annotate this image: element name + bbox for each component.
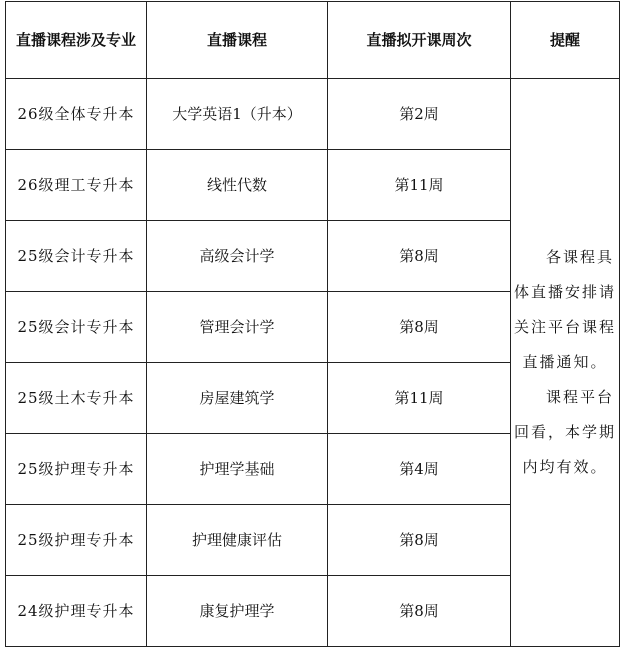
- course-cell: 康复护理学: [147, 576, 328, 647]
- week-cell: 第8周: [328, 576, 511, 647]
- header-major: 直播课程涉及专业: [6, 2, 147, 79]
- course-cell: 护理学基础: [147, 434, 328, 505]
- major-cell: 24级护理专升本: [6, 576, 147, 647]
- week-cell: 第8周: [328, 505, 511, 576]
- table-row: [6, 79, 620, 150]
- course-cell: 护理健康评估: [147, 505, 328, 576]
- live-course-schedule-table: [5, 1, 620, 647]
- week-cell: 第8周: [328, 221, 511, 292]
- major-cell: 26级全体专升本: [6, 79, 147, 150]
- major-cell: 25级护理专升本: [6, 434, 147, 505]
- week-cell: 第11周: [328, 363, 511, 434]
- header-week: 直播拟开课周次: [328, 2, 511, 79]
- major-cell: 25级会计专升本: [6, 292, 147, 363]
- header-reminder: 提醒: [511, 2, 620, 79]
- reminder-text-2: 课程平台回看，本学期内均有效。: [513, 388, 616, 476]
- major-cell: 25级会计专升本: [6, 221, 147, 292]
- week-cell: 第4周: [328, 434, 511, 505]
- course-cell: 线性代数: [147, 150, 328, 221]
- major-cell: 25级土木专升本: [6, 363, 147, 434]
- course-cell: 高级会计学: [147, 221, 328, 292]
- reminder-cell: [511, 79, 620, 647]
- week-cell: 第11周: [328, 150, 511, 221]
- reminder-text-1: 各课程具体直播安排请关注平台课程直播通知。: [513, 248, 616, 371]
- course-cell: 管理会计学: [147, 292, 328, 363]
- header-row: [6, 2, 620, 79]
- major-cell: 26级理工专升本: [6, 150, 147, 221]
- header-course: 直播课程: [147, 2, 328, 79]
- week-cell: 第8周: [328, 292, 511, 363]
- course-cell: 大学英语1（升本）: [147, 79, 328, 150]
- major-cell: 25级护理专升本: [6, 505, 147, 576]
- week-cell: 第2周: [328, 79, 511, 150]
- course-cell: 房屋建筑学: [147, 363, 328, 434]
